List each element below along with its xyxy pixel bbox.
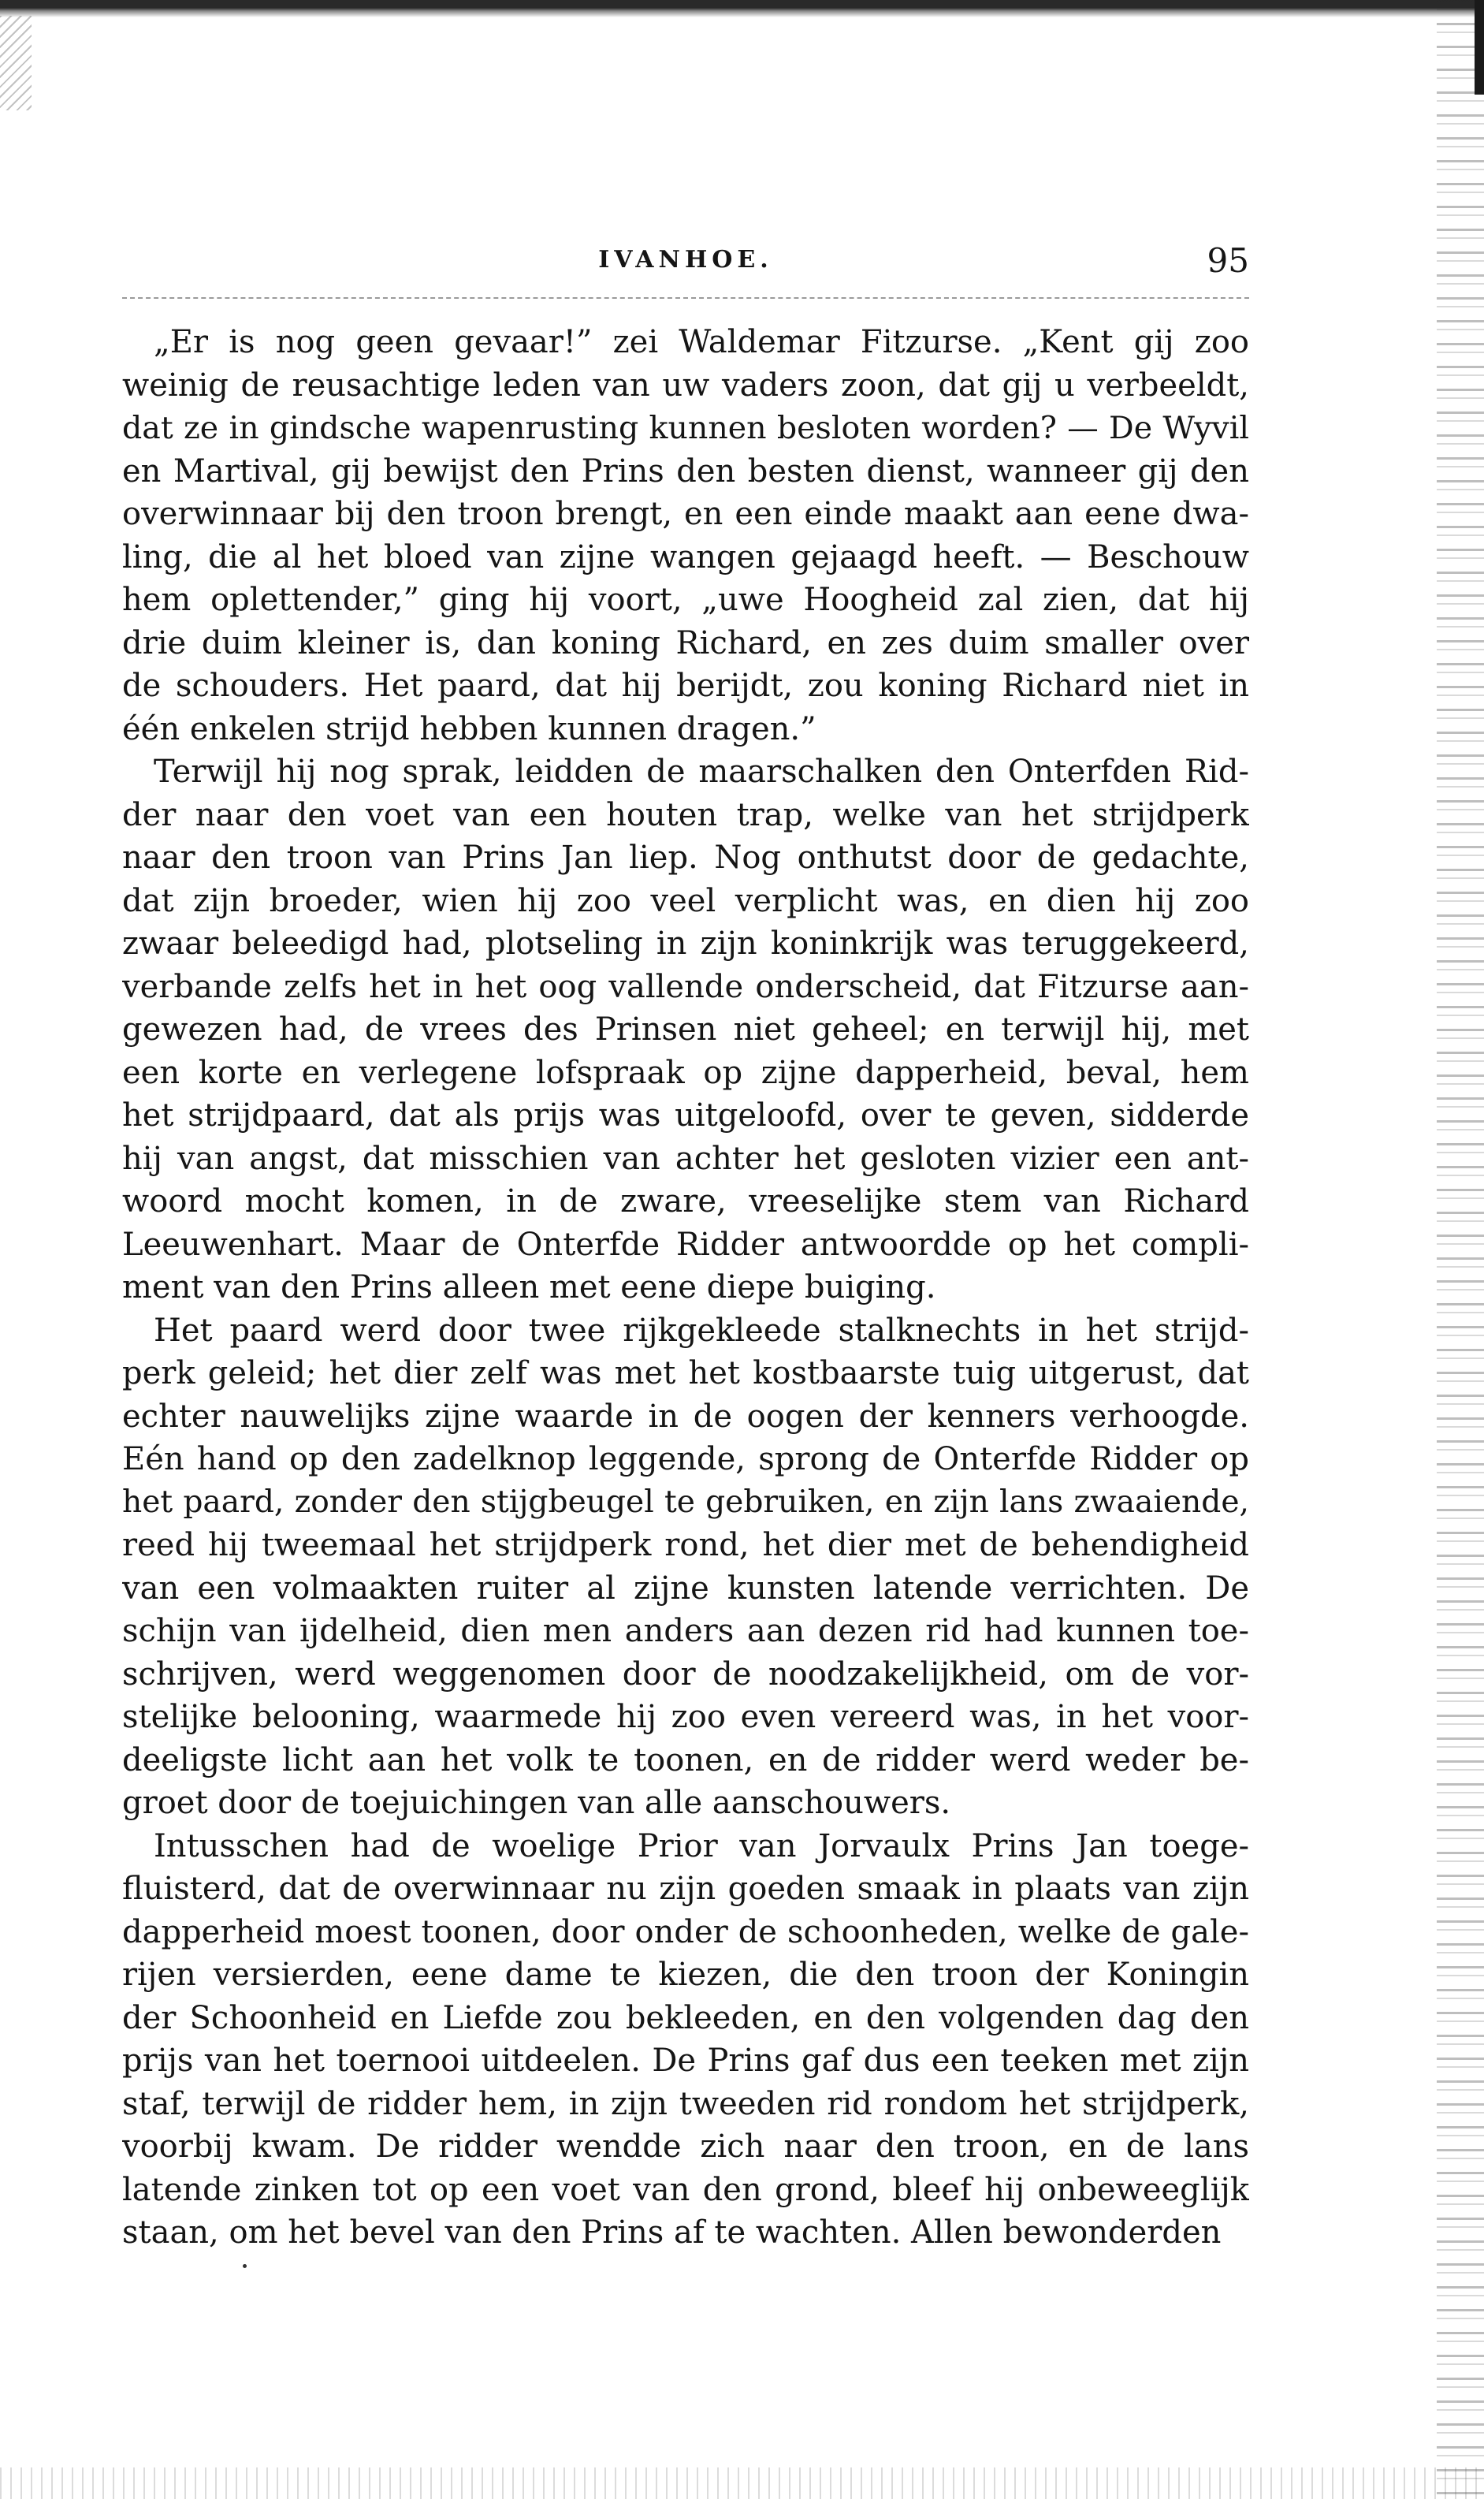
scan-edge-left xyxy=(0,16,32,110)
text-line: schijn van ijdelheid, dien men anders aan dezen rid had kunnen toe- xyxy=(122,1613,1249,1649)
text-body xyxy=(122,321,1249,2255)
scan-edge-right-corner xyxy=(1475,0,1484,95)
text-line: ment van den Prins alleen met eene diepe buiging. xyxy=(122,1269,936,1305)
page-speck xyxy=(243,2264,247,2268)
text-line: gewezen had, de vrees des Prinsen niet geheel; en terwijl hij, met xyxy=(122,1011,1249,1048)
text-line: verbande zelfs het in het oog vallende onderscheid, dat Fitzurse aan- xyxy=(122,968,1249,1005)
text-line: overwinnaar bij den troon brengt, en een einde maakt aan eene dwa- xyxy=(122,496,1249,532)
text-line: perk geleid; het dier zelf was met het kostbaarste tuig uitgerust, dat xyxy=(122,1355,1249,1391)
text-line: woord mocht komen, in de zware, vreeselijke stem van Richard xyxy=(122,1183,1249,1220)
text-line: schrijven, werd weggenomen door de noodzakelijkheid, om de vor- xyxy=(122,1655,1249,1693)
text-line: echter nauwelijks zijne waarde in de oogen der kenners verhoogde. xyxy=(122,1398,1249,1435)
text-line: Terwijl hij nog sprak, leidden de maarschalken den Onterfden Rid- xyxy=(154,754,1249,790)
scan-edge-right xyxy=(1437,0,1484,2499)
text-line: Leeuwenhart. Maar de Onterfde Ridder antwoordde op het compli- xyxy=(122,1226,1249,1263)
text-line: ling, die al het bloed van zijne wangen gejaagd heeft. — Beschouw xyxy=(122,538,1249,575)
text-line: Intusschen had de woelige Prior van Jorvaulx Prins Jan toege- xyxy=(154,1827,1249,1864)
text-line: der naar den voet van een houten trap, welke van het strijdperk xyxy=(122,796,1249,833)
text-line: stelijke belooning, waarmede hij zoo even vereerd was, in het voor- xyxy=(122,1699,1249,1735)
page-number: 95 xyxy=(1207,241,1249,280)
text-line: latende zinken tot op een voet van den grond, bleef hij onbeweeglijk xyxy=(122,2171,1249,2208)
text-line: zwaar beleedigd had, plotseling in zijn koninkrijk was teruggekeerd, xyxy=(122,925,1249,962)
text-line: Eén hand op den zadelknop leggende, sprong de Onterfde Ridder op xyxy=(122,1441,1249,1477)
paragraph xyxy=(122,1825,1249,2255)
text-line: weinig de reusachtige leden van uw vaders zoon, dat gij u verbeeldt, xyxy=(122,367,1249,404)
text-line: fluisterd, dat de overwinnaar nu zijn goeden smaak in plaats van zijn xyxy=(122,1871,1249,1907)
text-line: prijs van het toernooi uitdeelen. De Prins gaf dus een teeken met zijn xyxy=(122,2043,1249,2079)
text-line: voorbij kwam. De ridder wendde zich naar den troon, en de lans xyxy=(122,2128,1249,2165)
text-line: en Martival, gij bewijst den Prins den besten dienst, wanneer gij den xyxy=(122,453,1249,490)
text-line: het strijdpaard, dat als prijs was uitgeloofd, over te geven, sidderde xyxy=(122,1097,1249,1134)
text-line: staan, om het bevel van den Prins af te wachten. Allen bewonderden xyxy=(122,2214,1222,2251)
paragraph xyxy=(122,750,1249,1309)
paragraph xyxy=(122,321,1249,750)
text-line: dat zijn broeder, wien hij zoo veel verplicht was, en dien hij zoo xyxy=(122,882,1249,919)
text-line: dapperheid moest toonen, door onder de schoonheden, welke de gale- xyxy=(122,1913,1249,1950)
header-rule xyxy=(122,297,1249,299)
text-line: „Er is nog geen gevaar!” zei Waldemar Fitzurse. „Kent gij zoo xyxy=(154,324,1249,360)
text-line: reed hij tweemaal het strijdperk rond, het dier met de behendigheid xyxy=(122,1527,1249,1563)
text-line: de schouders. Het paard, dat hij berijdt, zou koning Richard niet in xyxy=(122,668,1249,704)
text-line: dat ze in gindsche wapenrusting kunnen besloten worden? — De Wyvil xyxy=(122,410,1249,446)
scan-edge-bottom xyxy=(0,2467,1484,2499)
text-line: der Schoonheid en Liefde zou bekleeden, en den volgenden dag den xyxy=(122,1999,1249,2036)
text-line: staf, terwijl de ridder hem, in zijn tweeden rid rondom het strijdperk, xyxy=(122,2085,1249,2122)
text-line: één enkelen strijd hebben kunnen dragen.” xyxy=(122,710,816,747)
paragraph xyxy=(122,1309,1249,1825)
text-line: drie duim kleiner is, dan koning Richard, en zes duim smaller over xyxy=(122,624,1249,661)
running-title: IVANHOE. xyxy=(598,246,773,274)
text-line: van een volmaakten ruiter al zijne kunsten latende verrichten. De xyxy=(122,1570,1249,1607)
text-line: Het paard werd door twee rijkgekleede stalknechts in het strijd- xyxy=(154,1312,1249,1349)
text-line: groet door de toejuichingen van alle aanschouwers. xyxy=(122,1785,951,1821)
text-line: naar den troon van Prins Jan liep. Nog onthutst door de gedachte, xyxy=(122,840,1249,876)
text-line: een korte en verlegene lofspraak op zijne dapperheid, beval, hem xyxy=(122,1054,1249,1091)
text-line: hem oplettender,” ging hij voort, „uwe Hoogheid zal zien, dat hij xyxy=(122,582,1249,618)
running-header xyxy=(122,236,1249,292)
scan-edge-top xyxy=(0,0,1484,17)
text-line: het paard, zonder den stijgbeugel te gebruiken, en zijn lans zwaaiende, xyxy=(122,1484,1249,1520)
text-line: deeligste licht aan het volk te toonen, en de ridder werd weder be- xyxy=(122,1741,1249,1778)
text-line: rijen versierden, eene dame te kiezen, die den troon der Koningin xyxy=(122,1957,1249,1993)
text-line: hij van angst, dat misschien van achter het gesloten vizier een ant- xyxy=(122,1140,1249,1177)
